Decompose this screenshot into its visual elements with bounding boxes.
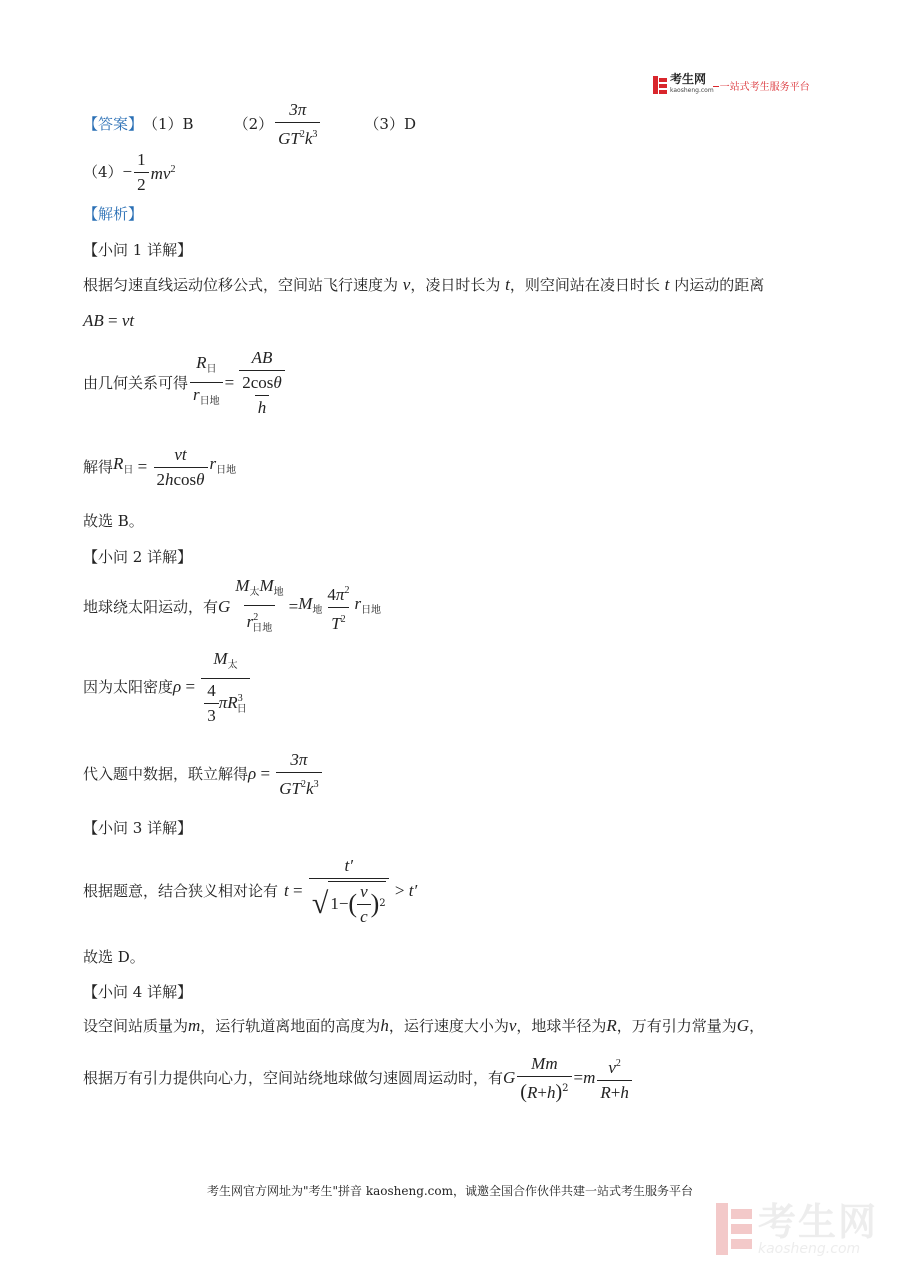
formula-relativity: t = t′ √ 1− ( $\frac{v}{c}$ ) 2 > t′ xyxy=(284,855,418,926)
section4-line2: 根据万有引力提供向心力，空间站绕地球做匀速圆周运动时，有 G $\frac{Mm}{(R+h)^2}$ = m $\frac{v^2}{R+h}$ xyxy=(83,1049,634,1107)
header-logo xyxy=(653,74,810,96)
formula-centripetal: G $\frac{Mm}{(R+h)^2}$ = m $\frac{v^2}{R+h}$ xyxy=(503,1054,634,1103)
section2-line3: 代入题中数据，联立解得 ρ = $\frac{3\pi}{GT^2k^3}$ xyxy=(83,751,324,797)
formula-rho-result: ρ = $\frac{3\pi}{GT^2k^3}$ xyxy=(248,750,324,799)
formula-r-sun: $R_日$ = $\frac{vt}{2hcos\theta}$ $r_{日地}$ xyxy=(113,444,237,489)
section4-title: 【小问 4 详解】 xyxy=(83,983,193,1001)
section2-line1: 地球绕太阳运动，有 G $\frac{M_太M_地}{r^2_{日地}}$ = $M_地$ $\frac{4\pi^2}{T^2}$ $r_{日地}$ xyxy=(83,580,381,634)
analysis-tag: 【解析】 xyxy=(83,205,144,223)
section2-title: 【小问 2 详解】 xyxy=(83,548,193,566)
logo-subtext: kaosheng.com xyxy=(670,87,714,94)
section1-geo: 由几何关系可得 $\frac{R_日}{r_{日地}}$ = $\frac{\frac{AB}{2\cos\theta}}{h}$ xyxy=(83,345,290,420)
answer-q4-label: （4） xyxy=(83,163,123,181)
footer-text: 考生网官方网址为"考生"拼音 kaosheng.com，诚邀全国合作伙伴共建一站式考生服务平台 xyxy=(206,1184,694,1198)
formula-ab-vt: AB = vt xyxy=(83,311,135,330)
section1-choice: 故选 B。 xyxy=(83,512,144,530)
formula-geometry: $\frac{R_日}{r_{日地}}$ = $\frac{\frac{AB}{2\cos\theta}}{h}$ xyxy=(188,348,290,418)
answer-q1: （1）B xyxy=(143,115,194,133)
kaosheng-logo-icon xyxy=(653,76,667,94)
header-slogan: 一站式考生服务平台 xyxy=(719,81,810,93)
formula-gravity: G $\frac{M_太M_地}{r^2_{日地}}$ = $M_地$ $\frac{4\pi^2}{T^2}$ $r_{日地}$ xyxy=(218,576,381,639)
answer-q4-line xyxy=(83,151,175,193)
section1-line1: 根据匀速直线运动位移公式，空间站飞行速度为 v，凌日时长为 t，则空间站在凌日时长 t 内运动的距离 xyxy=(83,275,765,294)
section1-solve: 解得 $R_日$ = $\frac{vt}{2hcos\theta}$ $r_{日地}$ xyxy=(83,444,237,489)
answer-line xyxy=(83,99,416,148)
watermark-text: 考生网 xyxy=(758,1200,879,1244)
section2-line2: 因为太阳密度 ρ = $M_太$ $\frac{4}{3}$ $\pi R^3_日$ xyxy=(83,654,252,720)
section3-title: 【小问 3 详解】 xyxy=(83,819,193,837)
section1-title: 【小问 1 详解】 xyxy=(83,241,193,259)
section4-line1: 设空间站质量为m，运行轨道离地面的高度为h，运行速度大小为v，地球半径为R，万有引力常量为G， xyxy=(83,1016,765,1035)
formula-density: ρ = $M_太$ $\frac{4}{3}$ $\pi R^3_日$ xyxy=(173,649,252,726)
answer-q4-formula: − $\frac{1}{2}$ $mv^2$ xyxy=(122,149,176,194)
footer-watermark xyxy=(716,1202,878,1256)
logo-text: 考生网 xyxy=(670,72,707,86)
watermark-subtext: kaosheng.com xyxy=(758,1241,861,1257)
watermark-logo-icon xyxy=(716,1203,752,1255)
answer-q2-label: （2） xyxy=(233,115,274,133)
section3-line1: 根据题意，结合狭义相对论有 t = t′ √ 1− ( $\frac{v}{c}$ ) 2 > t′ xyxy=(83,855,418,926)
answer-tag: 【答案】 xyxy=(83,115,144,133)
answer-q3: （3）D xyxy=(364,115,416,133)
header-slogan-dash xyxy=(713,86,719,87)
section3-choice: 故选 D。 xyxy=(83,948,145,966)
answer-q2-formula: $\frac{3\pi}{GT^2k^3}$ xyxy=(273,100,322,149)
